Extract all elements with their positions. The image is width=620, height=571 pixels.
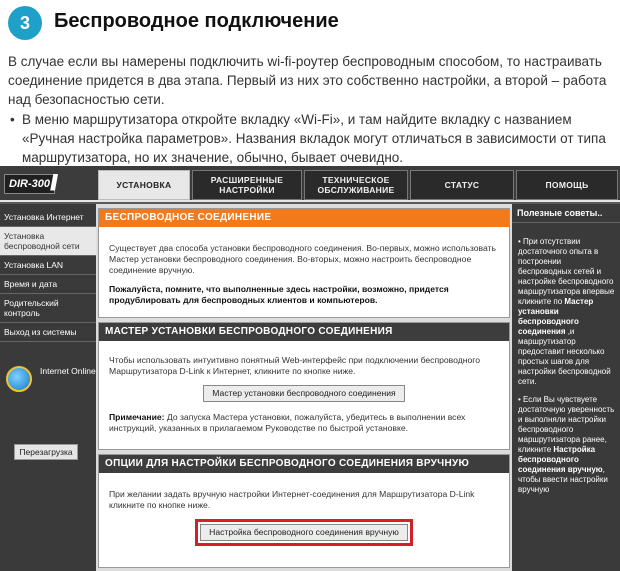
tab-status[interactable]: СТАТУС: [410, 170, 514, 200]
sidebar-item-time[interactable]: Время и дата: [0, 275, 96, 294]
article-paragraph: В случае если вы намерены подключить wi-fi-роутер беспроводным способом, то настраивать соединение придется в два этапа. Первый из них это собственно настройки, а второй – работа над безопасностью сети.: [8, 54, 607, 107]
wizard-section: [98, 322, 510, 450]
section-note: Примечание: До запуска Мастера установки, пожалуйста, убедитесь в выполнении всех инструкций, указанных в прилагаемом Руководстве по быстрой установке.: [109, 412, 466, 433]
section-text: Существует два способа установки беспроводного соединения. Во-первых, можно использовать Мастер установки беспроводного соединения. Во-вторых, можно настроить беспроводное соединение вручную.: [109, 243, 496, 275]
section-warning: Пожалуйста, помните, что выполненные здесь настройки, возможно, придется продублировать для беспроводных клиентов и компьютеров.: [109, 284, 449, 305]
tab-maintenance[interactable]: ТЕХНИЧЕСКОЕ ОБСЛУЖИВАНИЕ: [304, 170, 408, 200]
tab-advanced[interactable]: РАСШИРЕННЫЕ НАСТРОЙКИ: [192, 170, 302, 200]
section-text: При желании задать вручную настройки Интернет-соединения для Маршрутизатора D-Link кликните по кнопке ниже.: [109, 489, 475, 510]
bullet-icon: •: [10, 112, 15, 127]
highlight-frame: [195, 519, 413, 546]
section-title: ОПЦИИ ДЛЯ НАСТРОЙКИ БЕСПРОВОДНОГО СОЕДИНЕНИЯ ВРУЧНУЮ: [99, 455, 509, 473]
sidebar-item-lan[interactable]: Установка LAN: [0, 256, 96, 275]
logo-slash-icon: //: [50, 170, 55, 195]
sidebar-item-wireless[interactable]: Установка беспроводной сети: [0, 227, 96, 256]
tip-1: • При отсутствии достаточного опыта в построении беспроводных сетей и настройке беспроводного маршрутизатора впервые кликните по Мастер установки беспроводного соединения ,и маршрутизатор предоставит несколько простых шагов для настройки беспроводной сети.: [518, 237, 615, 386]
wireless-connection-section: [98, 208, 510, 318]
internet-explorer-icon: [6, 366, 32, 392]
reboot-button[interactable]: Перезагрузка: [14, 444, 78, 460]
list-item-text: В меню маршрутизатора откройте вкладку «Wi-Fi», и там найдите вкладку с названием «Ручная настройка параметров». Названия вкладок могут отличаться в зависимости от типа маршрутизатора, но их значение, обычно, бывает очевидно.: [22, 112, 606, 165]
main-content: [96, 204, 512, 571]
article-list-item: [8, 110, 614, 167]
top-navigation: [0, 166, 620, 202]
wizard-button[interactable]: Мастер установки беспроводного соединения: [203, 385, 404, 402]
tips-title: Полезные советы..: [512, 204, 620, 223]
sidebar-item-logout[interactable]: Выход из системы: [0, 323, 96, 342]
section-text: Чтобы использовать интуитивно понятный Web-интерфейс при подключении беспроводного Маршрутизатора D-Link к Интернет, кликните по кнопке ниже.: [109, 355, 481, 376]
left-sidebar: [0, 204, 96, 571]
help-sidebar: [512, 204, 620, 571]
dlink-logo: DIR-300: [4, 174, 55, 194]
step-number-badge: 3: [8, 6, 42, 40]
internet-status: [6, 364, 96, 394]
section-title: БЕСПРОВОДНОЕ СОЕДИНЕНИЕ: [99, 209, 509, 227]
tab-setup[interactable]: УСТАНОВКА: [98, 170, 190, 200]
tab-help[interactable]: ПОМОЩЬ: [516, 170, 618, 200]
manual-setup-section: [98, 454, 510, 568]
section-title: МАСТЕР УСТАНОВКИ БЕСПРОВОДНОГО СОЕДИНЕНИЯ: [99, 323, 509, 341]
article-title: Беспроводное подключение: [54, 10, 339, 32]
tip-2: • Если Вы чувствуете достаточную уверенность и выполняли настройки беспроводного маршрутизатора ранее, кликните Настройка беспроводного соединения вручную, чтобы ввести настройки вручную: [518, 395, 615, 494]
manual-setup-button[interactable]: Настройка беспроводного соединения вручную: [200, 524, 408, 541]
internet-status-label: Internet Online: [40, 366, 96, 376]
router-screenshot: [0, 166, 620, 571]
sidebar-item-internet[interactable]: Установка Интернет: [0, 208, 96, 227]
sidebar-item-parental[interactable]: Родительский контроль: [0, 294, 96, 323]
